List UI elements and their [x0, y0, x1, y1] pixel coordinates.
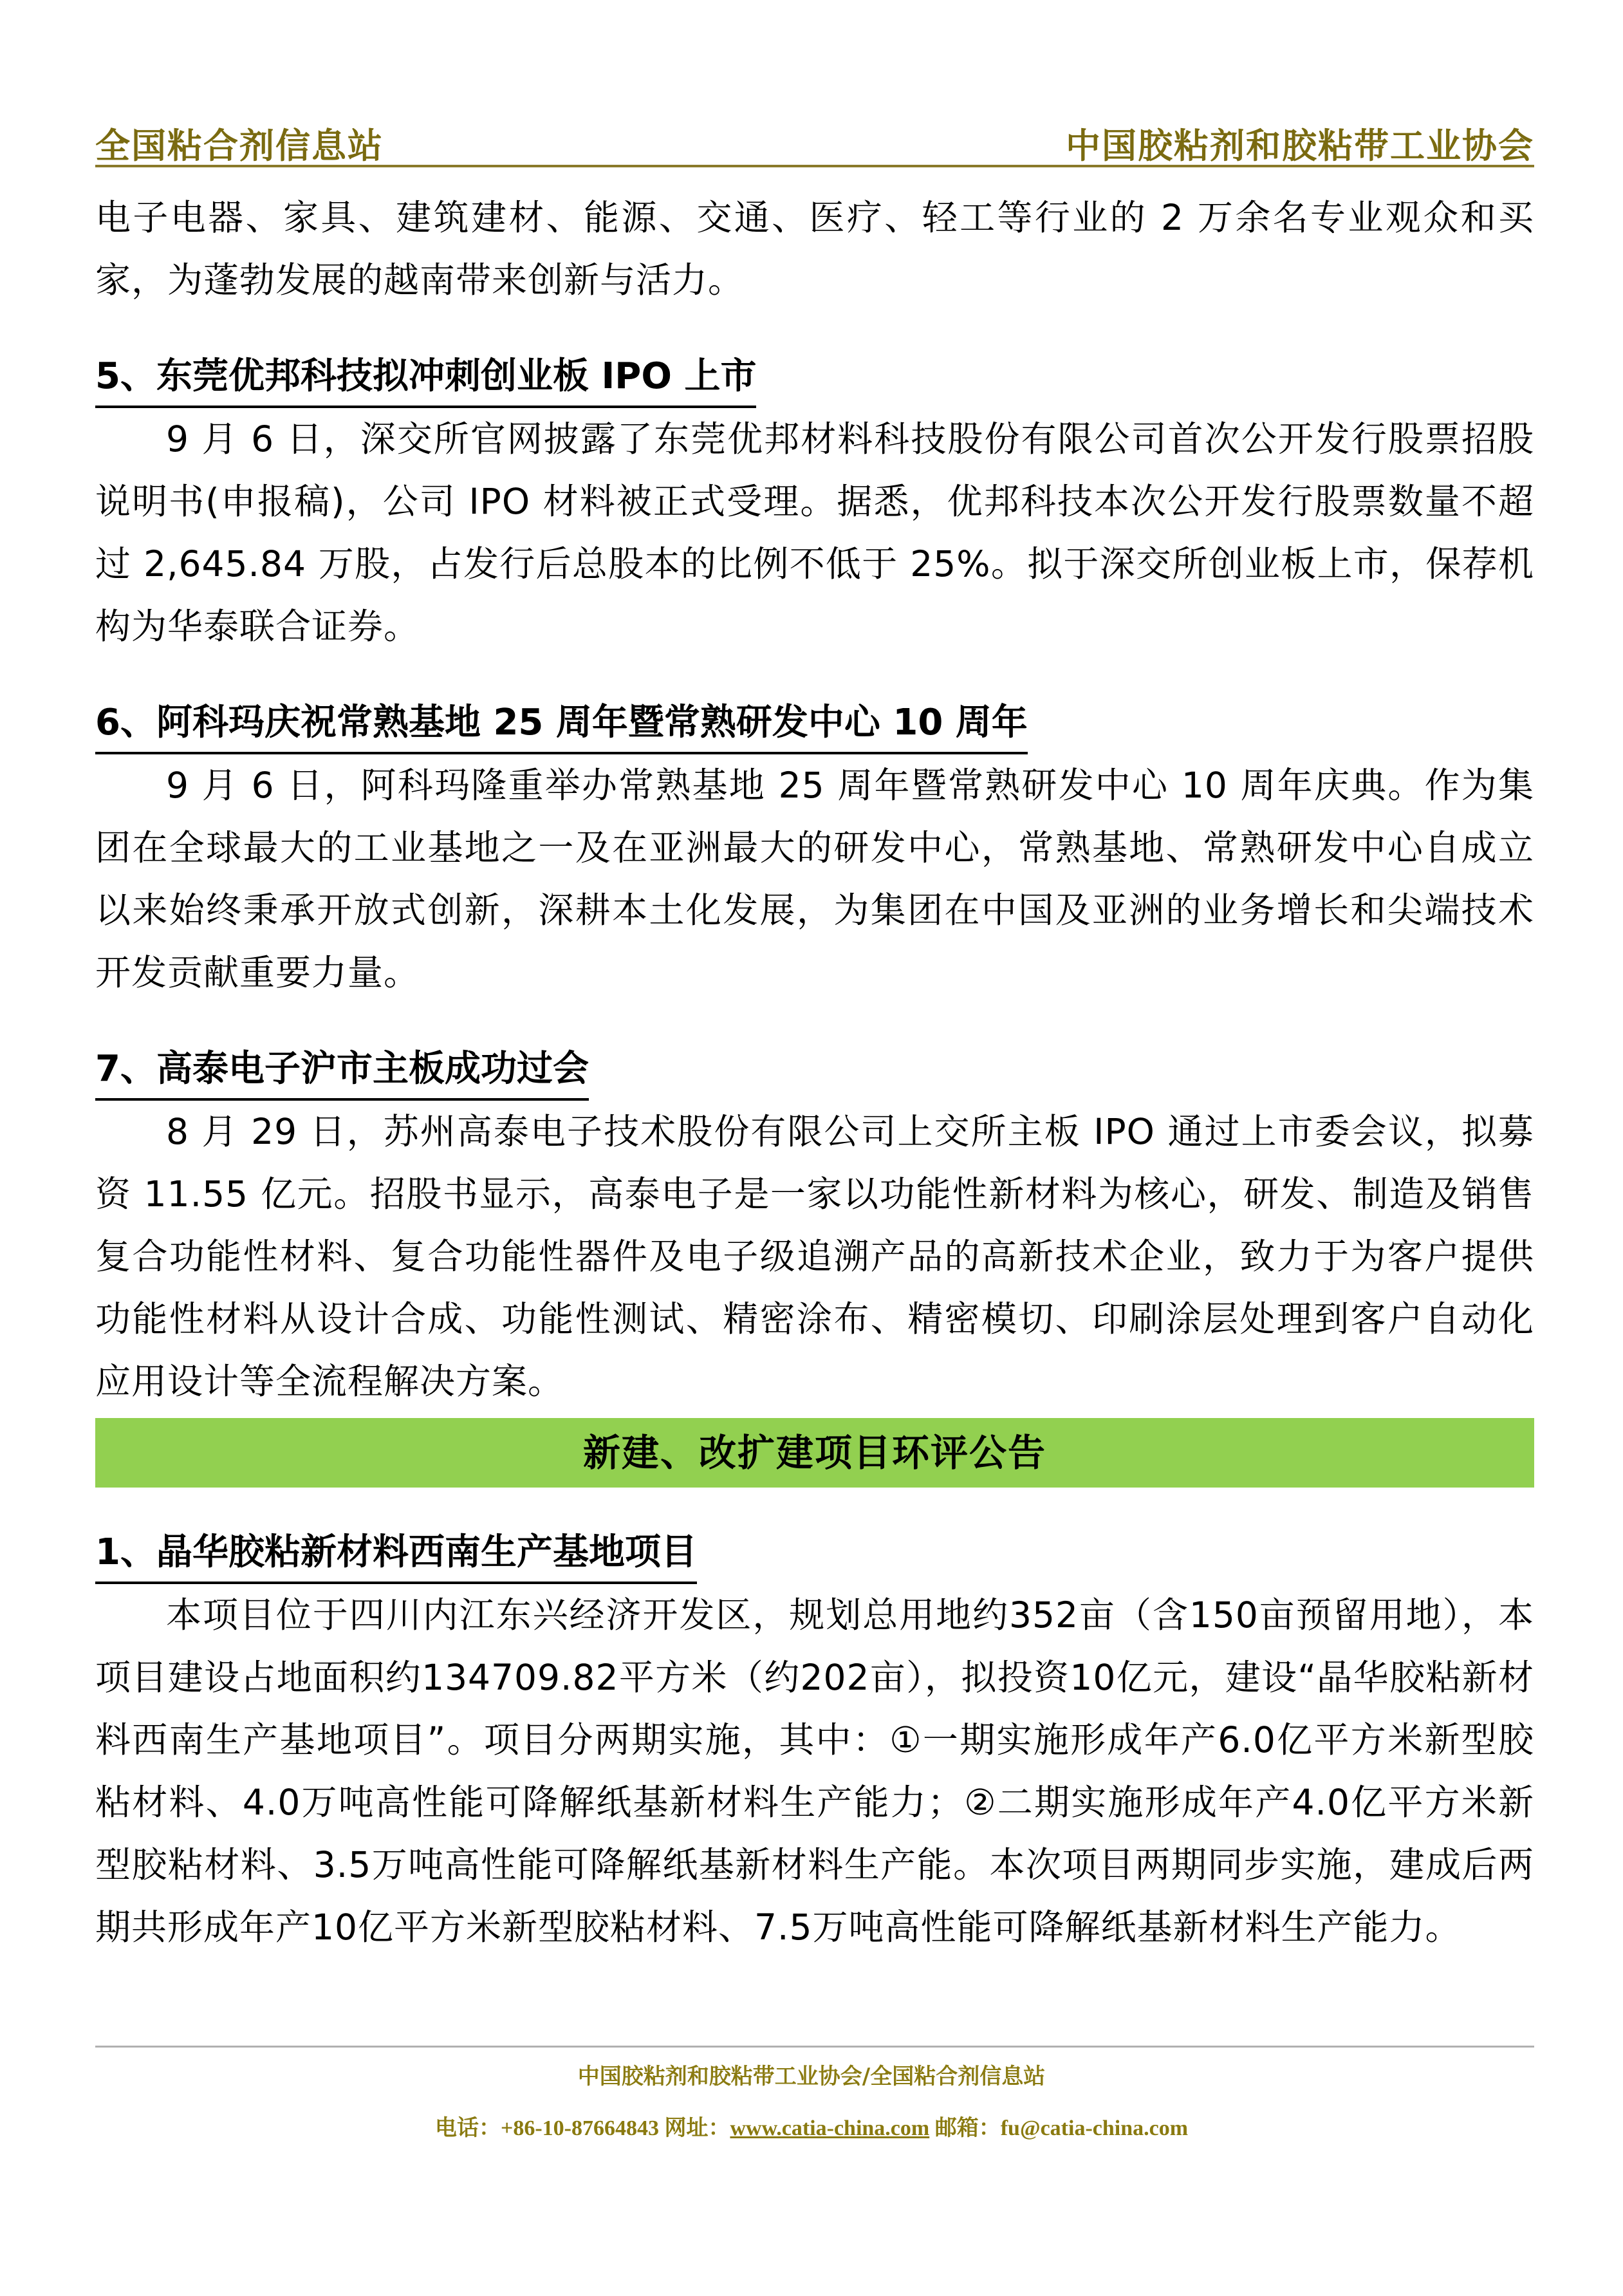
footer-divider	[95, 2046, 1534, 2048]
news-item	[95, 330, 1534, 658]
page-header	[95, 115, 1534, 167]
footer-web-label: 网址：	[658, 2116, 730, 2140]
news-title: 5、东莞优邦科技拟冲刺创业板 IPO 上市	[95, 348, 756, 408]
footer-phone-label: 电话：	[434, 2116, 501, 2140]
footer-contact	[0, 2110, 1623, 2142]
news-title: 7、高泰电子沪市主板成功过会	[95, 1040, 589, 1101]
header-association-name: 中国胶粘剂和胶粘带工业协会	[1066, 126, 1534, 166]
page-content	[95, 187, 1534, 1959]
news-item	[95, 676, 1534, 1004]
intro-continuation-paragraph: 电子电器、家具、建筑建材、能源、交通、医疗、轻工等行业的 2 万余名专业观众和买家，为蓬勃发展的越南带来创新与活力。	[95, 197, 1534, 301]
footer-website-link[interactable]: www.catia-china.com	[730, 2116, 930, 2140]
footer-organization: 中国胶粘剂和胶粘带工业协会/全国粘合剂信息站	[577, 2064, 1046, 2089]
footer-email[interactable]: fu@catia-china.com	[1000, 2116, 1189, 2140]
footer-email-label: 邮箱：	[929, 2116, 1001, 2140]
project-body: 本项目位于四川内江东兴经济开发区，规划总用地约352亩（含150亩预留用地），本项目建设占地面积约134709.82平方米（约202亩），拟投资10亿元，建设“晶华胶粘新材料西南生产基地项目”。项目分两期实施，其中：①一期实施形成年产6.0亿平方米新型胶粘材料、4.0万吨高性能可降解纸基新材料生产能力；②二期实施形成年产4.0亿平方米新型胶粘材料、3.5万吨高性能可降解纸基新材料生产能。本次项目两期同步实施，建成后两期共形成年产10亿平方米新型胶粘材料、7.5万吨高性能可降解纸基新材料生产能力。	[95, 1594, 1534, 1948]
news-body: 9 月 6 日，阿科玛隆重举办常熟基地 25 周年暨常熟研发中心 10 周年庆典。作为集团在全球最大的工业基地之一及在亚洲最大的研发中心，常熟基地、常熟研发中心自成立以来始终秉承开放式创新，深耕本土化发展，为集团在中国及亚洲的业务增长和尖端技术开发贡献重要力量。	[95, 765, 1534, 993]
section-banner: 新建、改扩建项目环评公告	[95, 1418, 1534, 1488]
news-body: 8 月 29 日，苏州高泰电子技术股份有限公司上交所主板 IPO 通过上市委会议，拟募资 11.55 亿元。招股书显示，高泰电子是一家以功能性新材料为核心，研发、制造及销售复合功能性材料、复合功能性器件及电子级追溯产品的高新技术企业，致力于为客户提供功能性材料从设计合成、功能性测试、精密涂布、精密模切、印刷涂层处理到客户自动化应用设计等全流程解决方案。	[95, 1111, 1534, 1402]
news-title: 6、阿科玛庆祝常熟基地 25 周年暨常熟研发中心 10 周年	[95, 694, 1028, 754]
header-site-name: 全国粘合剂信息站	[95, 126, 384, 166]
news-body: 9 月 6 日，深交所官网披露了东莞优邦材料科技股份有限公司首次公开发行股票招股说明书(申报稿)，公司 IPO 材料被正式受理。据悉，优邦科技本次公开发行股票数量不超过 2,645.84 万股，占发行后总股本的比例不低于 25%。拟于深交所创业板上市，保荐机构为华泰联合证券。	[95, 418, 1534, 647]
project-item	[95, 1506, 1534, 1959]
footer-phone: +86-10-87664843	[500, 2116, 659, 2140]
project-title: 1、晶华胶粘新材料西南生产基地项目	[95, 1524, 697, 1584]
news-item	[95, 1022, 1534, 1413]
